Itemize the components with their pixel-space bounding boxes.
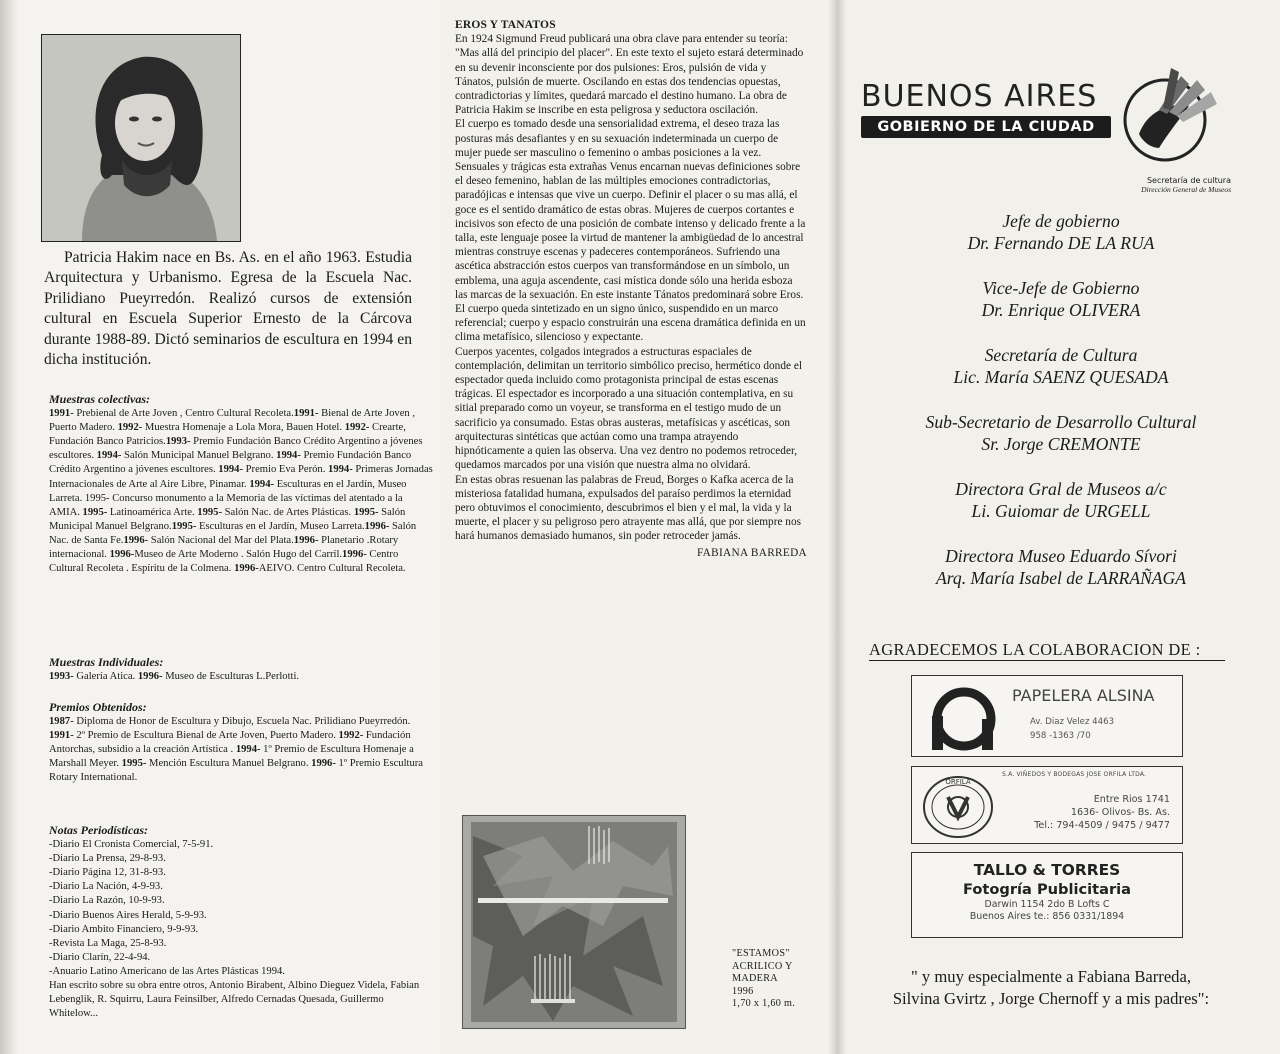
- muestras-individuales-section: [49, 655, 434, 684]
- entry-text: Esculturas en el Jardín, Museo Larreta.: [196, 520, 365, 532]
- gobierno-ciudad-logo-bar: GOBIERNO DE LA CIUDAD: [861, 116, 1111, 138]
- nota-item: -Diario La Nación, 4-9-93.: [49, 881, 163, 893]
- caption-medium: ACRILICO Y: [732, 960, 793, 972]
- nota-item: -Diario Buenos Aires Herald, 5-9-93.: [49, 909, 207, 921]
- entry-year: 1995-: [353, 506, 379, 518]
- official-name: Li. Guiomar de URGELL: [971, 501, 1151, 521]
- entry-year: 1994-: [218, 464, 243, 476]
- official-role: Vice-Jefe de Gobierno: [982, 278, 1140, 298]
- entry-year: 1987-: [49, 716, 74, 728]
- entry-year: 1996-: [342, 549, 367, 561]
- entry-text: Bienal de Arte Joven , Puerto Madero.: [49, 408, 415, 434]
- entry-year: 1994-: [249, 478, 275, 490]
- entry-year: 1995-: [121, 758, 147, 770]
- official-entry: [871, 545, 1251, 589]
- notas-section: [49, 823, 434, 1021]
- nota-item: -Diario Clarín, 22-4-94.: [49, 951, 151, 963]
- entry-text: Museo de Esculturas L.Perlotti.: [162, 671, 300, 683]
- official-role: Directora Museo Eduardo Sívori: [945, 546, 1177, 566]
- entry-year: 1996-: [109, 549, 135, 561]
- entry-year: 1996-: [293, 534, 319, 546]
- entry-text: Salón Nac. de Artes Plásticas.: [222, 506, 354, 518]
- entry-text: Salón Municipal Manuel Belgrano.: [49, 506, 406, 532]
- premios-section: [49, 700, 434, 786]
- entry-text: Premio Fundación Banco Crédito Argentino a jóvenes escultores.: [49, 436, 423, 462]
- sponsor-tallo-torres: [911, 852, 1183, 938]
- muestras-individuales-list: [49, 670, 434, 684]
- nota-item: -Revista La Maga, 25-8-93.: [49, 937, 167, 949]
- premios-heading: Premios Obtenidos:: [49, 700, 147, 714]
- bio-paragraph: Patricia Hakim nace en Bs. As. en el año 1963. Estudia Arquitectura y Urbanismo. Egresa de la Escuela Nac. Prilidiano Pueyrredón. Realizó cursos de extensión cultural en Escuela Superior Ernesto de la Cárcova durante 1988-89. Dictó seminarios de escultura en 1994 en dicha institución.: [44, 249, 412, 369]
- entry-year: 1996-: [123, 534, 149, 546]
- official-role: Directora Gral de Museos a/c: [955, 479, 1167, 499]
- essay-paragraph: Cuerpos yacentes, colgados integrados a estructuras espaciales de contemplación, delimitan un territorio simbólico preciso, hermético donde el espectador queda incluido como protagonista principal de estas escenas trágicas. El espectador es incorporado a una situación contemplativa, en su sitial preparado como un voyeur, se transforma en el testigo mudo de un sacrificio ya consumado. Estas obras austeras, metafísicas y ascéticas, son arquitecturas sintéticas que actúan como una trampa atrayendo hipnóticamente a quien las observa. Una vez dentro no podemos retroceder, quedamos marcados por una visión que nuestra alma no olvidará.: [455, 345, 802, 472]
- artwork-image: [463, 816, 685, 1028]
- orfila-company-name: S.A. VIÑEDOS Y BODEGAS JOSE ORFILA LTDA.: [1002, 771, 1147, 778]
- entry-text: Muestra Homenaje a Lola Mora, Bauen Hotel.: [142, 422, 345, 434]
- entry-text: Fundación Antorchas, subsidio a la creación Artística .: [49, 730, 411, 756]
- notas-footer: Han escrito sobre su obra entre otros, Antonio Birabent, Albino Dieguez Videla, Fabian Lebenglik, R. Squirru, Laura Feinsilber, Alfredo Cernadas Quesada, Guillermo Whitelow...: [49, 980, 420, 1020]
- papelera-alsina-logo-icon: [930, 686, 996, 752]
- portrait-image: [42, 35, 240, 241]
- entry-year: 1992-: [338, 730, 364, 742]
- official-name: Dr. Fernando DE LA RUA: [967, 233, 1155, 253]
- entry-year: 1994-: [328, 464, 353, 476]
- paper-fold-shadow: [828, 0, 846, 1054]
- paper-fold-shadow: [0, 0, 18, 1054]
- official-entry: [871, 210, 1251, 254]
- official-name: Dr. Enrique OLIVERA: [981, 300, 1141, 320]
- entry-year: 1991-: [49, 408, 74, 420]
- papelera-alsina-address: Av. Diaz Velez 4463: [1030, 717, 1115, 727]
- notas-list: [49, 838, 434, 979]
- orfila-seal-icon: [920, 773, 996, 839]
- dedication-line: " y muy especialmente a Fabiana Barreda,: [911, 967, 1191, 986]
- entry-year: 1994-: [96, 450, 122, 462]
- caption-year: 1996: [732, 985, 754, 997]
- nota-item: -Diario Página 12, 31-8-93.: [49, 867, 166, 879]
- official-role: Jefe de gobierno: [1002, 211, 1120, 231]
- papelera-alsina-phone: 958 -1363 /70: [1030, 731, 1091, 741]
- entry-text: Museo de Arte Moderno . Salón Hugo del Carril.: [134, 549, 343, 561]
- entry-text: Diploma de Honor de Escultura y Dibujo, Escuela Nac. Prilidiano Pueyrredón.: [73, 716, 411, 728]
- entry-text: Primeras Jornadas Internacionales de Arte al Aire Libre, Pinamar.: [49, 464, 433, 490]
- sponsor-orfila: [911, 766, 1183, 844]
- entry-text: Prebienal de Arte Joven , Centro Cultural Recoleta.: [73, 408, 294, 420]
- entry-year: 1992-: [344, 422, 370, 434]
- artist-portrait-photo: [41, 34, 241, 242]
- entry-text: Crearte, Fundación Banco Patricios.: [49, 422, 406, 448]
- artist-bio: [44, 248, 412, 370]
- entry-year: 1996-: [311, 758, 336, 770]
- entry-year: 1995-: [82, 506, 108, 518]
- nota-item: -Anuario Latino Americano de las Artes Plásticas 1994.: [49, 965, 285, 977]
- entry-year: 1992-: [117, 422, 143, 434]
- tallo-torres-name: TALLO & TORRES: [973, 861, 1121, 879]
- caption-medium-2: MADERA: [732, 973, 778, 985]
- nota-item: -Diario Ambito Financiero, 9-9-93.: [49, 923, 199, 935]
- entry-year: 1996-: [234, 563, 259, 575]
- sponsor-papelera-alsina: [911, 675, 1183, 757]
- artwork-caption: [732, 948, 822, 1011]
- artwork-photo: [462, 815, 686, 1029]
- secretaria-text: Secretaría de cultura: [1146, 176, 1231, 185]
- official-role: Sub-Secretario de Desarrollo Cultural: [925, 412, 1197, 432]
- muestras-individuales-heading: Muestras Individuales:: [49, 655, 164, 669]
- entry-text: Salón Municipal Manuel Belgrano.: [121, 450, 277, 462]
- entry-text: Premio Eva Perón.: [243, 464, 329, 476]
- credits-panel: [840, 0, 1280, 1054]
- entry-year: 1996-: [137, 671, 163, 683]
- muestras-colectivas-heading: Muestras colectivas:: [49, 392, 150, 406]
- essay-title: EROS Y TANATOS: [455, 19, 556, 31]
- entry-text: 2º Premio de Escultura Bienal de Arte Joven, Puerto Madero.: [73, 730, 339, 742]
- nota-item: -Diario La Razón, 10-9-93.: [49, 895, 165, 907]
- premios-list: [49, 715, 434, 785]
- entry-year: 1993-: [49, 671, 74, 683]
- entry-text: Premio Fundación Banco Crédito Argentino a jóvenes escultores.: [49, 450, 412, 476]
- official-name: Arq. María Isabel de LARRAÑAGA: [935, 568, 1187, 588]
- dedication: [861, 966, 1241, 1010]
- entry-year: 1991-: [293, 408, 319, 420]
- secretaria-cultura-label: [1091, 176, 1231, 194]
- official-name: Lic. María SAENZ QUESADA: [953, 367, 1169, 387]
- tallo-torres-tagline: Fotogría Publicitaria: [962, 881, 1132, 898]
- official-entry: [871, 344, 1251, 388]
- papelera-alsina-name: PAPELERA ALSINA: [1012, 686, 1155, 705]
- orfila-phone: Tel.: 794-4509 / 9475 / 9477: [1034, 820, 1170, 831]
- caption-title: "ESTAMOS": [732, 948, 790, 959]
- entry-year: 1994-: [276, 450, 301, 462]
- bio-panel: [0, 0, 440, 1054]
- official-role: Secretaría de Cultura: [984, 345, 1138, 365]
- orfila-address-block: [1034, 793, 1170, 832]
- entry-text: Salón Nac. de Santa Fe.: [49, 520, 417, 546]
- entry-text: Centro Cultural Recoleta . Espíritu de la Colmena.: [49, 549, 399, 575]
- tallo-torres-city: Buenos Aires te.: 856 0331/1894: [969, 911, 1125, 922]
- dedication-line: Silvina Gvirtz , Jorge Chernoff y a mis padres":: [892, 989, 1210, 1008]
- notas-heading: Notas Periodísticas:: [49, 823, 148, 837]
- nota-item: -Diario El Cronista Comercial, 7-5-91.: [49, 839, 214, 851]
- official-entry: [871, 478, 1251, 522]
- nota-item: -Diario La Prensa, 29-8-93.: [49, 853, 166, 865]
- city-emblem-icon: [1119, 62, 1219, 172]
- orfila-address-1: Entre Rios 1741: [1093, 794, 1170, 805]
- orfila-address-2: 1636- Olivos- Bs. As.: [1070, 807, 1170, 818]
- muestras-colectivas-section: [49, 392, 434, 576]
- entry-year: 1991-: [49, 730, 74, 742]
- essay-panel: [440, 0, 840, 1054]
- entry-text: 1º Premio Escultura Rotary International.: [49, 758, 423, 784]
- entry-year: 1995-: [197, 506, 222, 518]
- entry-text: Salón Nacional del Mar del Plata.: [148, 534, 294, 546]
- official-entry: [871, 411, 1251, 455]
- official-entry: [871, 277, 1251, 321]
- entry-text: Mención Escultura Manuel Belgrano.: [146, 758, 312, 770]
- thanks-heading: AGRADECEMOS LA COLABORACION DE :: [869, 640, 1225, 661]
- caption-size: 1,70 x 1,60 m.: [732, 998, 796, 1010]
- orfila-seal-text: ORFILA: [945, 778, 971, 786]
- tallo-torres-address: Darwin 1154 2do B Lofts C: [984, 899, 1110, 910]
- entry-text: AEIVO. Centro Cultural Recoleta.: [258, 563, 406, 575]
- essay-paragraph: El cuerpo queda sintetizado en un signo único, suspendido en un marco referencial; cuerpo y espacio construirán una escena dramática definida en un clima metafísico, silencioso y expectante.: [455, 303, 806, 344]
- entry-year: 1996-: [364, 520, 390, 532]
- essay-paragraph: El cuerpo es tomado desde una sensorialidad extrema, el deseo traza las posturas más desafiantes y en su sexuación indeterminada un cuerpo de mujer puede ser masculino o femenino o ambas posiciones a la vez. Sensuales y trágicas esta extrañas Venus encarnan nuevas definiciones sobre el deseo femenino, hablan de las múltiples emociones contradictorias, paradójicas e intensas que vive un cuerpo. Definir el placer o su mas allá, el goce es el sentido dramático de estas obras. Mujeres de cuerpos cortantes e incisivos son efecto de una posición de combate intenso y delicado frente a la talla, este lenguaje posee la virtud de mantener la ambigüedad de lo ancestral mientras construye escenas y padeceres contemporáneos. Sufriendo una ascética abstracción estos cuerpos van transformándose en un símbolo, un emblema, una aguja ascendente, casi mística donde sólo una herida esboza las marcas de la sexuación. En este instante Tánatos predominará sobre Eros.: [455, 118, 806, 301]
- officials-list: [871, 210, 1251, 612]
- muestras-colectivas-list: [49, 407, 434, 576]
- entry-text: Planetario .Rotary internacional.: [49, 534, 399, 561]
- entry-text: Esculturas en el Jardín, Museo Larreta. 1995- Concurso monumento a la Memoria de las víctimas del atentado a la AMIA.: [49, 478, 407, 518]
- entry-text: Latinoamérica Arte.: [107, 506, 198, 518]
- essay-paragraph: En estas obras resuenan las palabras de Freud, Borges o Kafka acerca de la misteriosa fatalidad humana, expulsados del paraíso perdimos la eternidad pero obtuvimos el conocimiento, descubrimos el bien y el mal, la vida y la muerte, el placer y su peligroso pero atrayente mas allá, que por siempre nos hará humanos demasiado humanos, sin poder retroceder jamás.: [455, 473, 802, 543]
- essay-paragraph: En 1924 Sigmund Freud publicará una obra clave para entender su teoría: "Mas allá del principio del placer". En este texto el sujeto estará determinado en su devenir inconsciente por dos pulsiones: Eros, pulsión de vida y Tánatos, pulsión de muerte. Oscilando en estas dos tendencias opuestas, contradictorias y límites, quedará marcado el destino humano. La obra de Patricia Hakim se inscribe en esta peligrosa y seductora oscilación.: [455, 33, 804, 117]
- entry-year: 1994-: [235, 744, 261, 756]
- official-name: Sr. Jorge CREMONTE: [981, 434, 1141, 454]
- direccion-text: Dirección General de Museos: [1141, 185, 1231, 194]
- buenos-aires-logo-title: BUENOS AIRES: [861, 79, 1098, 114]
- entry-year: 1995-: [171, 520, 197, 532]
- essay-author: FABIANA BARREDA: [696, 546, 807, 559]
- entry-year: 1993-: [165, 436, 191, 448]
- entry-text: 1º Premio de Escultura Homenaje a Marshall Meyer.: [49, 744, 414, 770]
- essay: [455, 18, 807, 560]
- entry-text: Galería Atica.: [73, 671, 138, 683]
